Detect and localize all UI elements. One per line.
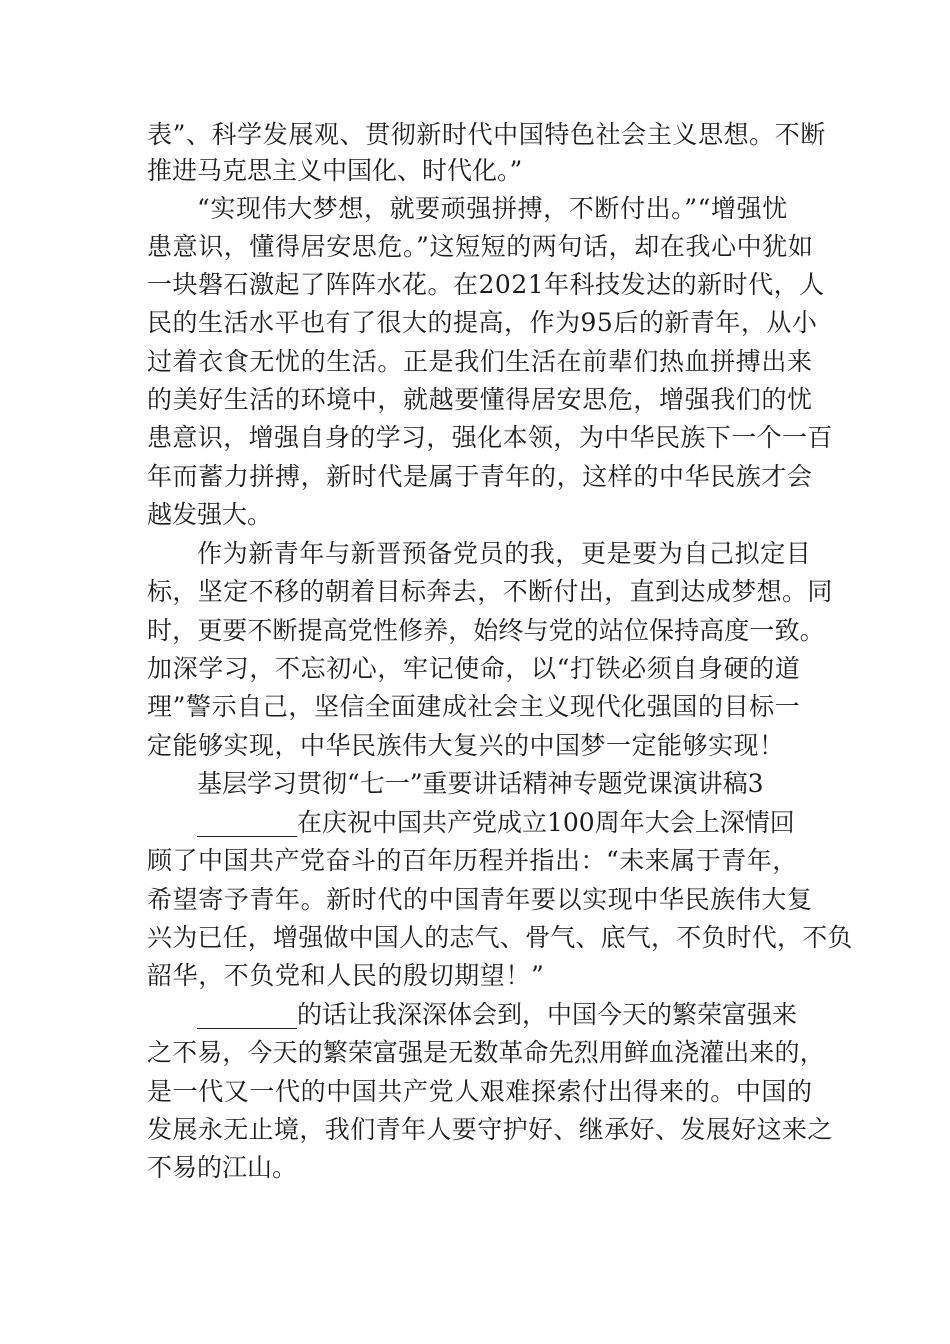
text-line: 年而蓄力拼搏，新时代是属于青年的，这样的中华民族才会 <box>147 462 813 491</box>
text-line: “实现伟大梦想，就要顽强拼搏，不断付出。”“增强忧 <box>197 194 788 223</box>
text-line: 加深学习，不忘初心，牢记使命，以“打铁必须自身硬的道 <box>147 654 801 683</box>
text-line: ________在庆祝中国共产党成立100周年大会上深情回 <box>197 808 795 837</box>
text-line: 的美好生活的环境中，就越要懂得居安思危，增强我们的忧 <box>147 385 813 414</box>
text-line: 定能够实现，中华民族伟大复兴的中国梦一定能够实现！ <box>147 731 785 760</box>
text-line: 不易的江山。 <box>147 1153 298 1182</box>
text-line: 患意识，增强自身的学习，强化本领，为中华民族下一个一百 <box>147 423 833 452</box>
text-line: 兴为已任，增强做中国人的志气、骨气、底气，不负时代，不负 <box>147 923 853 952</box>
text-line: 患意识，懂得居安思危。”这短短的两句话，却在我心中犹如 <box>147 232 814 261</box>
text-line: 民的生活水平也有了很大的提高，作为95后的新青年，从小 <box>147 308 818 337</box>
text-line: 一块磐石激起了阵阵水花。在2021年科技发达的新时代，人 <box>147 270 825 299</box>
text-line: 过着衣食无忧的生活。正是我们生活在前辈们热血拼搏出来 <box>147 347 813 376</box>
text-line: 顾了中国共产党奋斗的百年历程并指出：“未来属于青年， <box>147 846 798 875</box>
text-line: 推进马克思主义中国化、时代化。” <box>147 156 523 185</box>
text-line: 标，坚定不移的朝着目标奔去，不断付出，直到达成梦想。同 <box>147 577 833 606</box>
text-line: 作为新青年与新晋预备党员的我，更是要为自己拟定目 <box>197 539 812 568</box>
text-line: 是一代又一代的中国共产党人艰难探索付出得来的。中国的 <box>147 1077 813 1106</box>
text-line: 时，更要不断提高党性修养，始终与党的站位保持高度一致。 <box>147 616 825 645</box>
text-line: ________的话让我深深体会到，中国今天的繁荣富强来 <box>197 1000 798 1029</box>
text-line: 韶华，不负党和人民的殷切期望！” <box>147 961 545 990</box>
text-line: 表”、科学发展观、贯彻新时代中国特色社会主义思想。不断 <box>147 120 826 149</box>
text-line: 希望寄予青年。新时代的中国青年要以实现中华民族伟大复 <box>147 885 813 914</box>
text-line: 越发强大。 <box>147 500 273 529</box>
section-heading: 基层学习贯彻“七一”重要讲话精神专题党课演讲稿3 <box>197 769 764 798</box>
text-line: 发展永无止境，我们青年人要守护好、继承好、发展好这来之 <box>147 1115 833 1144</box>
text-line: 理”警示自己，坚信全面建成社会主义现代化强国的目标一 <box>147 692 801 721</box>
text-line: 之不易，今天的繁荣富强是无数革命先烈用鲜血浇灌出来的， <box>147 1038 825 1067</box>
